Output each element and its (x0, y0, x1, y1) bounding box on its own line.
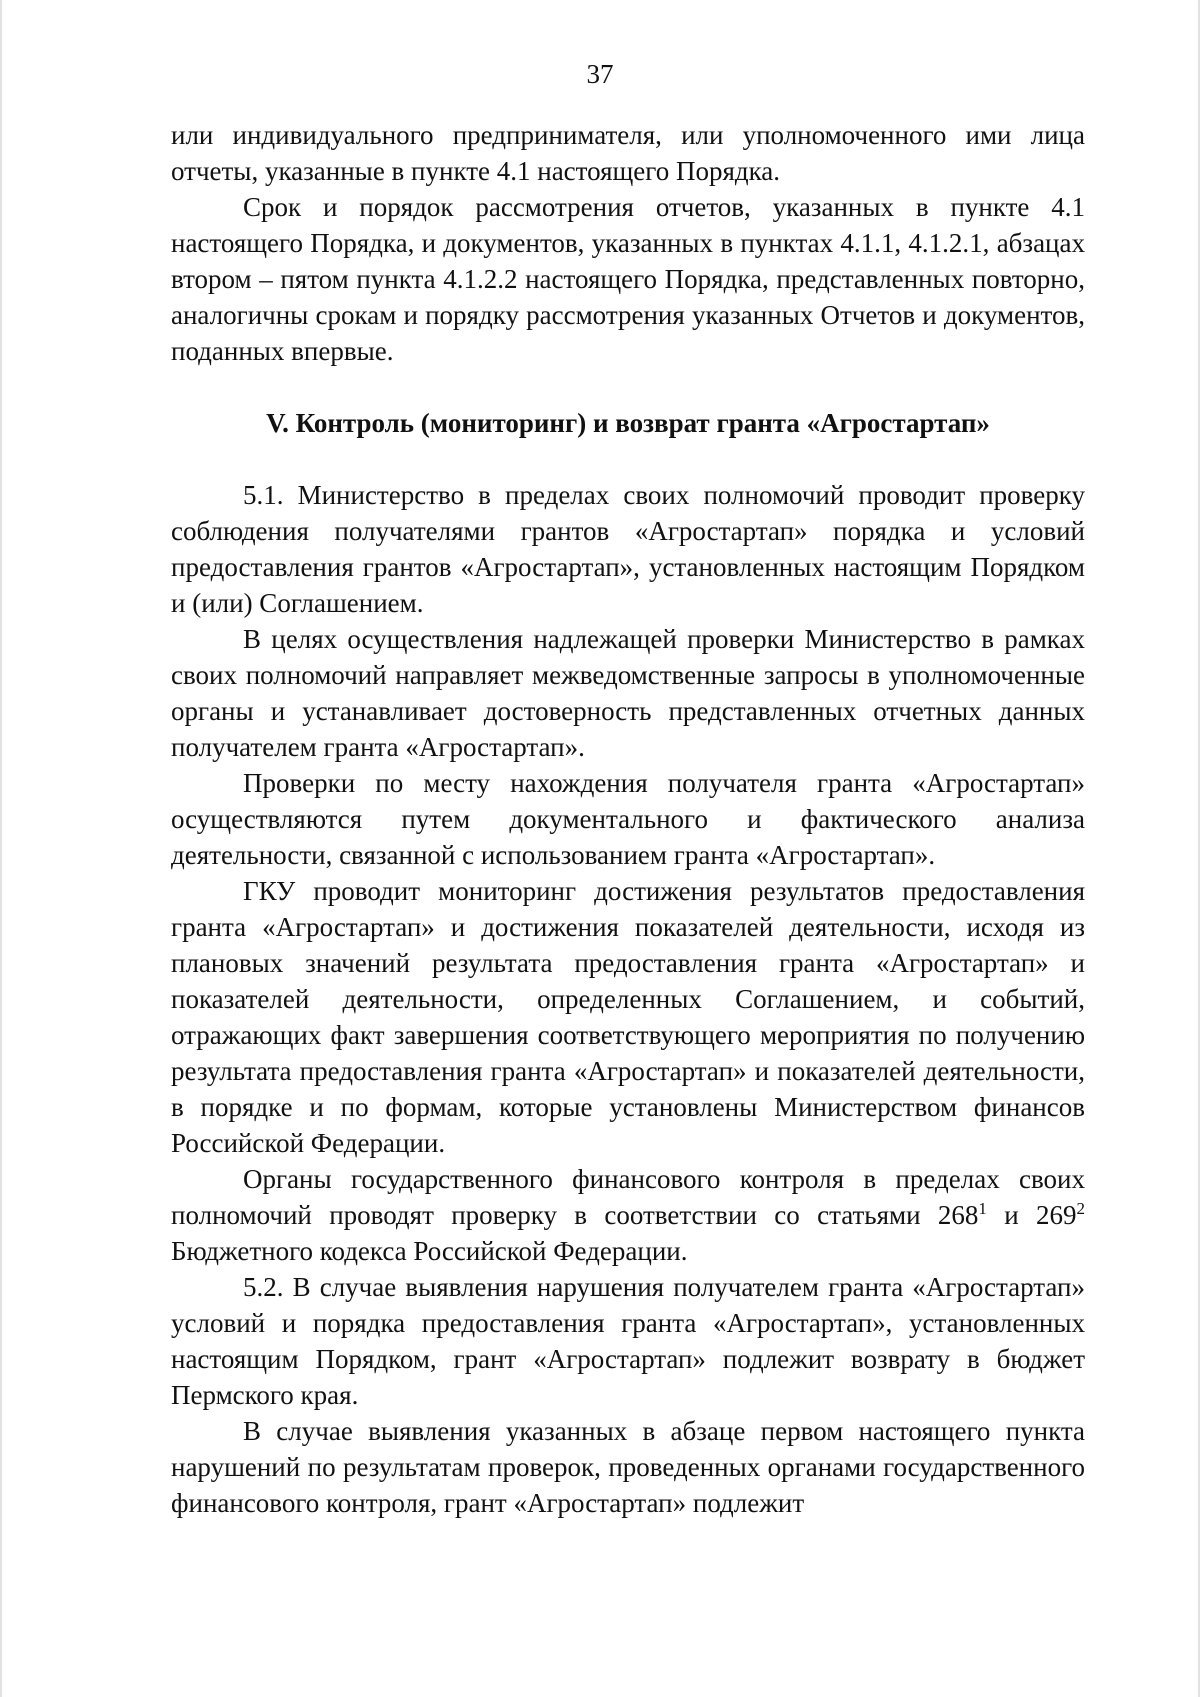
paragraph-monitoring: ГКУ проводит мониторинг достижения результатов предоставления гранта «Агростартап» и достижения показателей деятельности, исходя из плановых значений результата предоставления гранта «Агростартап» и показателей деятельности, определенных Соглашением, и событий, отражающих факт завершения соответствующего мероприятия по получению результата предоставления гранта «Агростартап» и показателей деятельности, в порядке и по формам, которые установлены Министерством финансов Российской Федерации. (171, 876, 1085, 1158)
control-text-middle: и 269 (986, 1200, 1077, 1230)
control-text-before: Органы государственного финансового контроля в пределах своих полномочий проводят проверку в соответствии со статьями 268 (171, 1164, 1085, 1230)
superscript-2: 2 (1076, 1199, 1085, 1218)
scan-edge-left (0, 0, 2, 1697)
paragraph-5-1: 5.1. Министерство в пределах своих полномочий проводит проверку соблюдения получателями грантов «Агростартап» порядка и условий предоставления грантов «Агростартап», установленных настоящим Порядком и (или) Соглашением. (171, 480, 1085, 618)
paragraph-intro-2: Срок и порядок рассмотрения отчетов, указанных в пункте 4.1 настоящего Порядка, и документов, указанных в пунктах 4.1.1, 4.1.2.1, абзацах втором – пятом пункта 4.1.2.2 настоящего Порядка, представленных повторно, аналогичны срокам и порядку рассмотрения указанных Отчетов и документов, поданных впервые. (171, 192, 1085, 366)
paragraph-intro-1: или индивидуального предпринимателя, или уполномоченного ими лица отчеты, указанные в пункте 4.1 настоящего Порядка. (171, 120, 1085, 186)
paragraph-financial-control (171, 1161, 1085, 1269)
paragraph-verification: В целях осуществления надлежащей проверки Министерство в рамках своих полномочий направляет межведомственные запросы в уполномоченные органы и устанавливает достоверность представленных отчетных данных получателем гранта «Агростартап». (171, 624, 1085, 762)
page-number: 37 (586, 59, 614, 89)
paragraph-onsite-checks: Проверки по месту нахождения получателя гранта «Агростартап» осуществляются путем документального и фактического анализа деятельности, связанной с использованием гранта «Агростартап». (171, 768, 1085, 870)
paragraph-5-2: 5.2. В случае выявления нарушения получателем гранта «Агростартап» условий и порядка предоставления гранта «Агростартап», установленных настоящим Порядком, грант «Агростартап» подлежит возврату в бюджет Пермского края. (171, 1272, 1085, 1410)
paragraph-violations: В случае выявления указанных в абзаце первом настоящего пункта нарушений по результатам проверок, проведенных органами государственного финансового контроля, грант «Агростартап» подлежит (171, 1416, 1085, 1518)
section-heading: V. Контроль (мониторинг) и возврат гранта «Агростартап» (266, 408, 990, 438)
superscript-1: 1 (978, 1199, 987, 1218)
document-body (171, 117, 1085, 1521)
control-text-after: Бюджетного кодекса Российской Федерации. (171, 1236, 688, 1266)
